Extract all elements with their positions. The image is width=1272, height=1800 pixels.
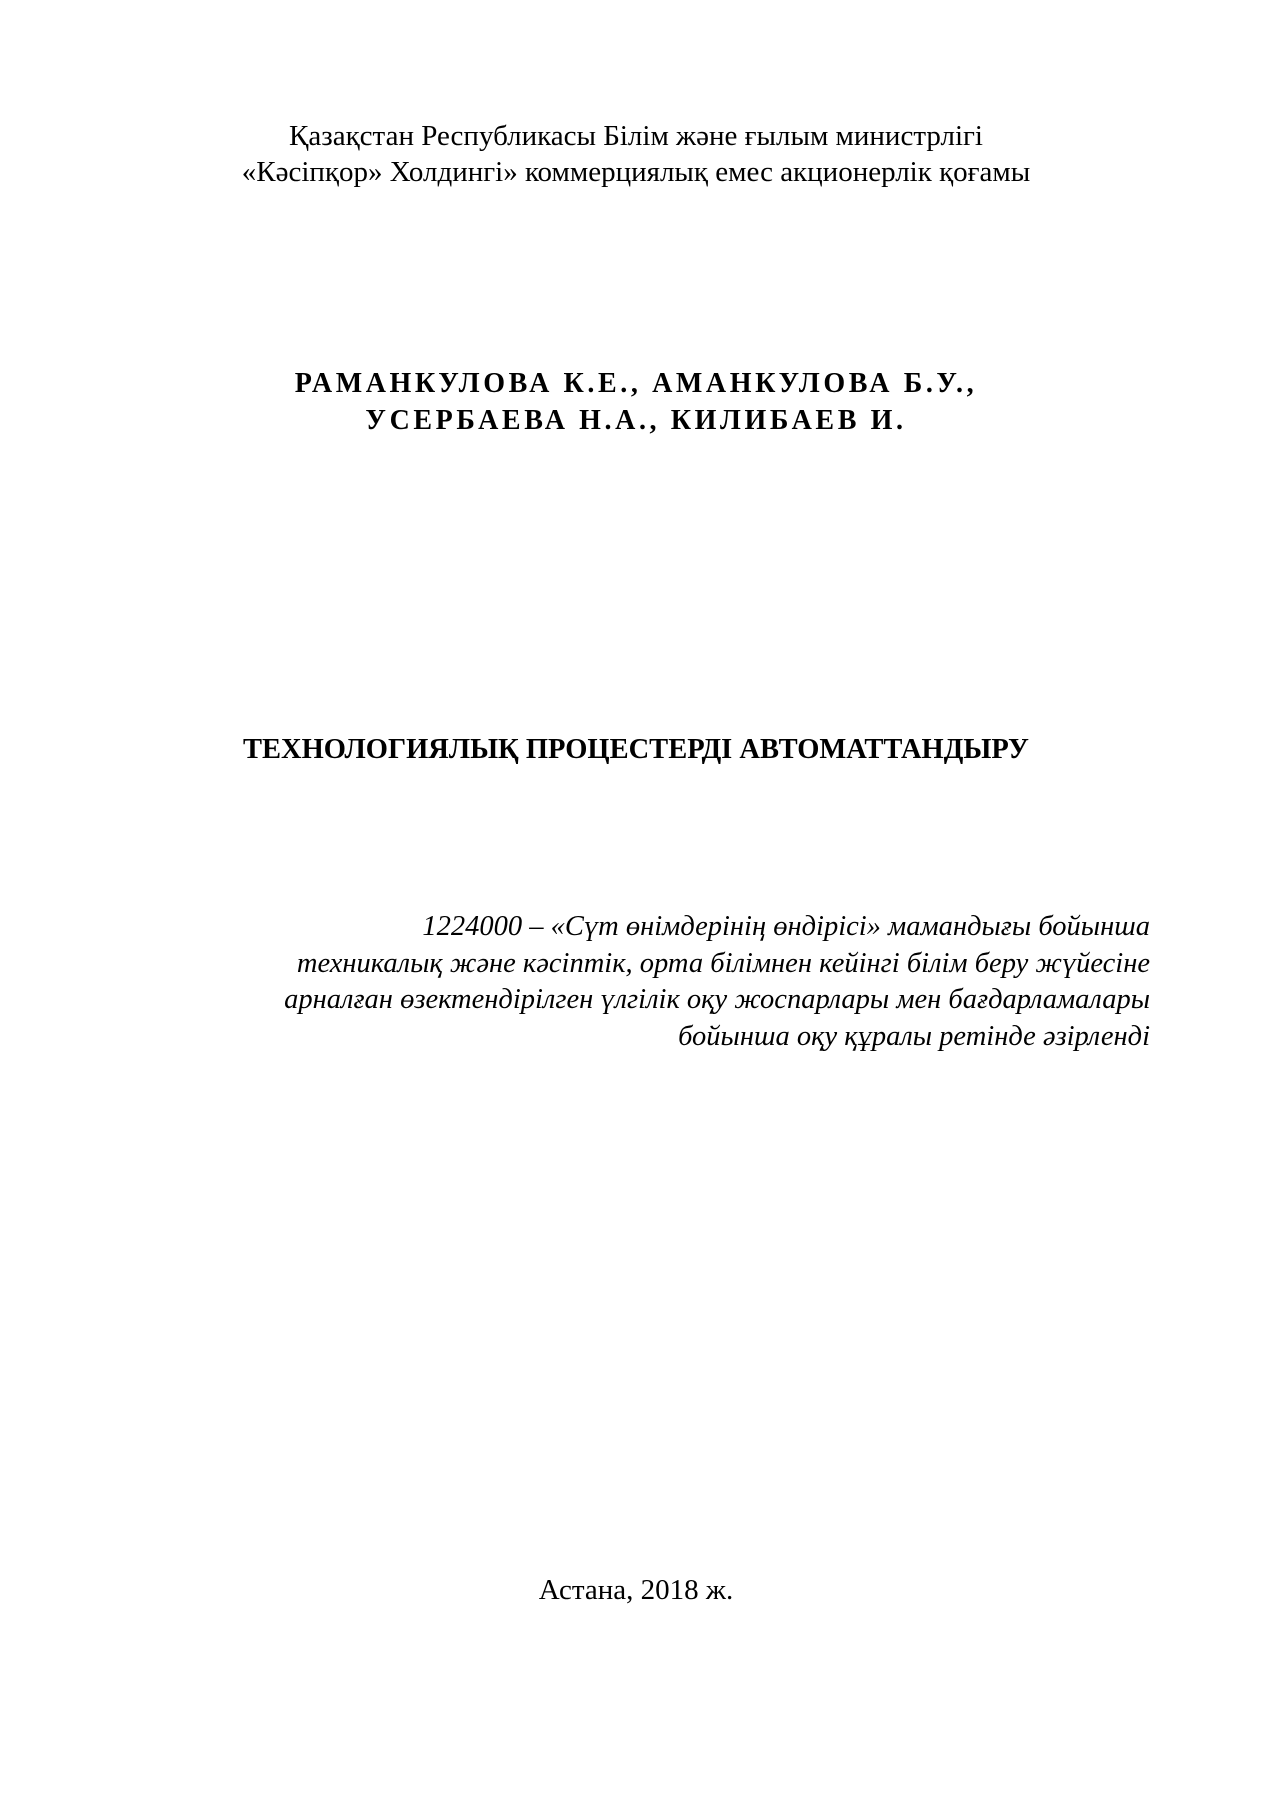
description-line: техникалық және кәсіптік, орта білімнен кейінгі білім беру жүйесіне [296, 947, 1150, 979]
description-line: бойынша оқу құралы ретінде әзірленді [678, 1020, 1150, 1052]
authors-line-2: УСЕРБАЕВА Н.А., КИЛИБАЕВ И. [365, 405, 907, 436]
description-line: 1224000 – «Сүт өнімдерінің өндірісі» мамандығы бойынша [422, 911, 1150, 942]
authors-line-1: РАМАНКУЛОВА К.Е., АМАНКУЛОВА Б.У., [294, 368, 978, 399]
description-line: арналған өзектендірілген үлгілік оқу жоспарлары мен бағдарламалары [284, 984, 1150, 1015]
authors-block [0, 365, 1272, 439]
organization-header [0, 118, 1272, 190]
document-title: ТЕХНОЛОГИЯЛЫҚ ПРОЦЕСТЕРДІ АВТОМАТТАНДЫРУ [243, 734, 1029, 765]
holding-line: «Кәсіпқор» Холдингі» коммерциялық емес акционерлік қоғамы [241, 156, 1031, 188]
city-year: Астана, 2018 ж. [538, 1574, 734, 1606]
ministry-line: Қазақстан Республикасы Білім және ғылым министрлігі [289, 120, 983, 152]
description-block [150, 909, 1150, 1055]
